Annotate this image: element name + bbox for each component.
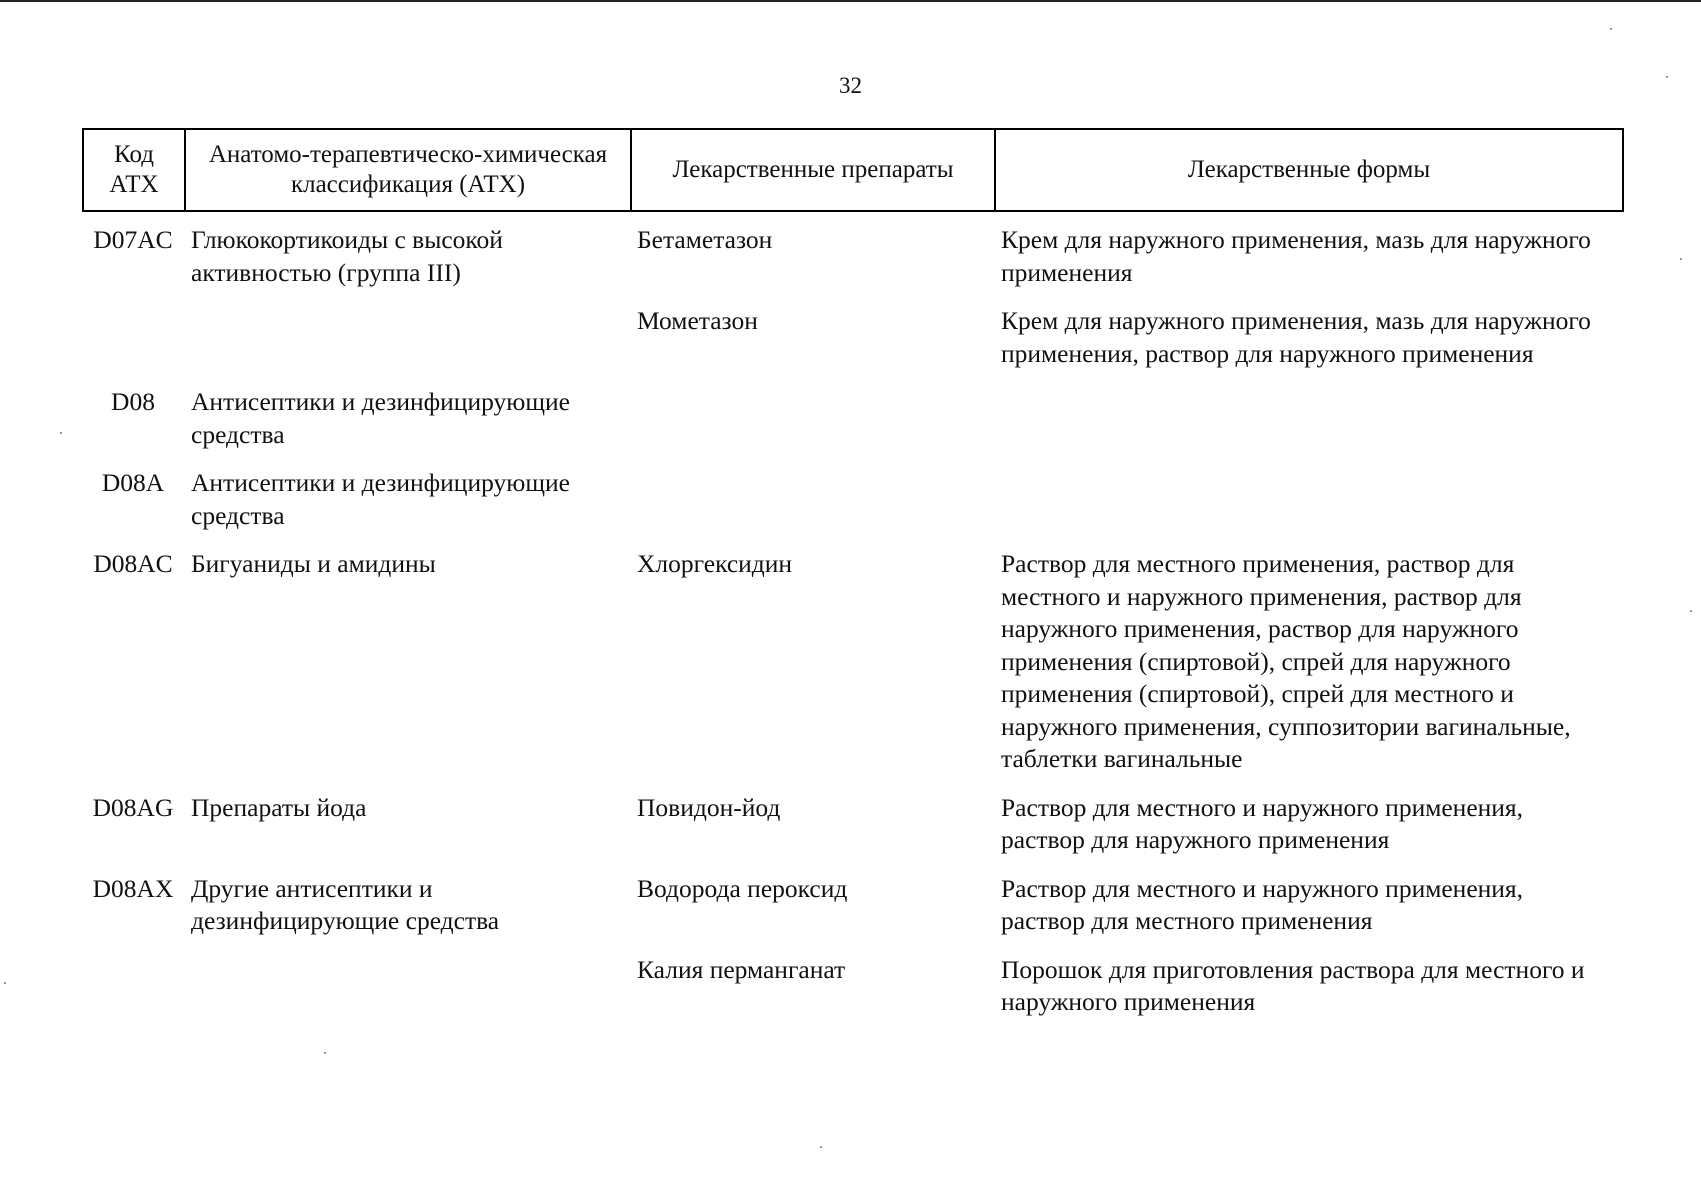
dosage-forms: Раствор для местного применения, раствор для местного и наружного применения, раствор для наружного применения, раствор для наружного применения (спиртовой), спрей для наружного применения (спиртовой), спрей для местного и наружного применения, суппозитории вагинальные, таблетки вагинальные — [1001, 549, 1571, 773]
atc-code: D08AX — [92, 873, 174, 903]
atc-code — [83, 954, 185, 1035]
scan-speck — [1666, 76, 1668, 78]
header-atc-code: Код АТХ — [83, 129, 185, 211]
dosage-forms — [995, 386, 1623, 467]
drug-name: Хлоргексидин — [637, 549, 793, 578]
scan-speck — [324, 1052, 326, 1054]
atc-code: D08 — [111, 387, 155, 416]
table-row — [83, 211, 1623, 305]
header-dosage-forms: Лекарственные формы — [995, 129, 1623, 211]
dosage-forms — [995, 467, 1623, 548]
atc-classification — [185, 305, 631, 386]
atc-code: D08A — [101, 468, 165, 497]
table-row — [83, 873, 1623, 954]
table-row — [83, 386, 1623, 467]
scan-speck — [1680, 258, 1682, 260]
scan-edge-line — [0, 0, 1701, 2]
table-row — [83, 467, 1623, 548]
atc-table — [82, 128, 1624, 1035]
atc-code: D07AC — [93, 225, 173, 254]
drug-name: Водорода пероксид — [637, 873, 848, 903]
page-number: 32 — [839, 73, 862, 98]
scan-speck — [4, 982, 6, 984]
atc-code — [83, 305, 185, 386]
atc-classification: Препараты йода — [191, 792, 367, 822]
table-row — [83, 548, 1623, 792]
table-row — [83, 954, 1623, 1035]
dosage-forms: Крем для наружного применения, мазь для наружного применения — [1001, 225, 1591, 287]
table-body — [83, 211, 1623, 1035]
drug-name: Бетаметазон — [637, 225, 773, 254]
scan-speck — [820, 1146, 822, 1148]
atc-classification: Антисептики и дезинфицирующие средства — [191, 468, 570, 530]
table-header — [83, 129, 1623, 211]
drug-name: Мометазон — [637, 306, 758, 335]
atc-classification: Глюкокортикоиды с высокой активностью (группа III) — [191, 225, 503, 287]
atc-classification: Бигуаниды и амидины — [191, 549, 436, 578]
dosage-forms: Крем для наружного применения, мазь для наружного применения, раствор для наружного применения — [1001, 306, 1591, 368]
header-row — [83, 129, 1623, 211]
drug-name — [631, 467, 995, 548]
scan-speck — [60, 432, 62, 434]
atc-classification: Антисептики и дезинфицирующие средства — [191, 387, 570, 449]
table-row — [83, 792, 1623, 873]
dosage-forms: Раствор для местного и наружного применения, раствор для местного применения — [1001, 873, 1524, 935]
drug-name — [631, 386, 995, 467]
drug-name: Калия перманганат — [637, 954, 846, 984]
atc-code: D08AC — [93, 549, 173, 578]
header-drugs: Лекарственные препараты — [631, 129, 995, 211]
dosage-forms: Раствор для местного и наружного применения, раствор для наружного применения — [1001, 792, 1524, 854]
header-atc-classification: Анатомо-терапевтическо-химическая классификация (АТХ) — [185, 129, 631, 211]
atc-code: D08AG — [92, 792, 174, 822]
drug-name: Повидон-йод — [637, 792, 781, 822]
atc-classification — [185, 954, 631, 1035]
dosage-forms: Порошок для приготовления раствора для местного и наружного применения — [1001, 954, 1585, 1016]
table-row — [83, 305, 1623, 386]
scan-speck — [1690, 610, 1692, 612]
atc-classification: Другие антисептики и дезинфицирующие средства — [191, 873, 500, 935]
scan-speck — [1610, 28, 1612, 30]
